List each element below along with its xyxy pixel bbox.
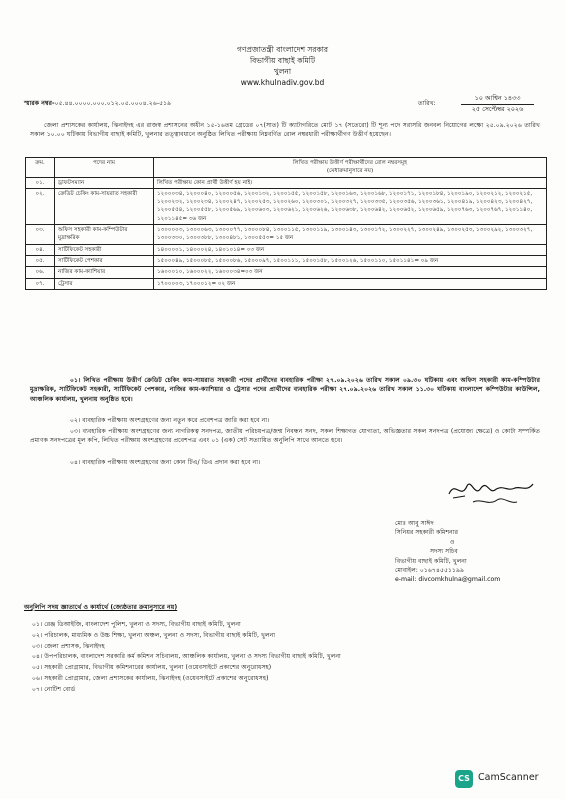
list-item: ০৫। সহকারী প্রোগ্রামার, বিভাগীয় কমিশনারের কার্যালয়, খুলনা (ওয়েবসাইটে প্রকাশের অনুরোধসহ) — [32, 664, 272, 672]
table-row — [26, 278, 547, 289]
table-row — [26, 244, 547, 255]
signatory-mobile: মোবাইল: ০১৬৭৪৫৫১১৯৯ — [395, 567, 465, 575]
column-header-rolls — [154, 158, 547, 178]
roll-number-table — [25, 157, 547, 290]
column-header-rolls-subtitle: (মেধাক্রমানুসারে নয়) — [326, 168, 374, 175]
row-sl: ০৭. — [26, 278, 55, 289]
camscanner-logo-icon: CS — [455, 770, 473, 788]
row-post: নাজির কাম-ক্যাশিয়ার — [55, 267, 154, 278]
office-city: খুলনা — [273, 67, 292, 76]
table-row — [26, 177, 547, 188]
column-header-rolls-title: লিখিত পরীক্ষায় উত্তীর্ণ পরীক্ষার্থীদের রোল নম্বরসমূহ — [292, 160, 408, 166]
list-item: ০২। পরিচালক, মাধ্যমিক ও উচ্চ শিক্ষা, খুলনা অঞ্চল, খুলনা ও সদস্য, বিভাগীয় বাছাই কমিটি, খুলনা — [32, 631, 276, 639]
column-header-sl: ক্রম. — [26, 158, 55, 178]
committee-name: বিভাগীয় বাছাই কমিটি — [249, 56, 316, 65]
note-ta-da: ০৪। ব্যবহারিক পরীক্ষায় অংশগ্রহণের জন্য কোন টিএ/ ডিএ প্রদান করা হবে না। — [70, 459, 261, 466]
cc-heading: অনুলিপি সদয় জ্ঞাতার্থে ও কার্যার্থে (জ্যেষ্ঠতার ক্রমানুসারে নয়) — [24, 604, 178, 611]
table-row — [26, 225, 547, 245]
signature-mark — [445, 472, 537, 512]
row-rolls: ১৫০০০৪৯, ১৫০০০৮৫, ১৫০০০৮৬, ১৫০০০৯৭, ১৫০০১১১, ১৫০০১৫৮, ১৫০০১২৬, ১৫০০১১০, ১৫০১১৪১= ০৯ জন — [154, 255, 547, 266]
signatory-committee: বিভাগীয় বাছাই কমিটি, খুলনা — [395, 557, 467, 565]
memo-number — [24, 100, 171, 109]
row-post: ড্রাফটসম্যান — [55, 177, 154, 188]
row-post: অফিস সহকারী কাম-কম্পিউটার মুদ্রাক্ষরিক — [55, 225, 154, 245]
row-sl: ০২. — [26, 188, 55, 224]
table-row — [26, 188, 547, 224]
row-sl: ০৫. — [26, 255, 55, 266]
row-post: ট্রেসার — [55, 278, 154, 289]
signatory-email[interactable]: e-mail: divcomkhulna@gmail.com — [395, 576, 501, 584]
row-rolls: ১৭০০০০৩, ১৭০০০১২= ০২ জন — [154, 278, 547, 289]
date-label: তারিখ: — [418, 100, 436, 107]
list-item: ০৭। নোটিশ বোর্ড — [32, 685, 76, 693]
row-post: সার্টিফিকেট পেশকার — [55, 255, 154, 266]
memo-label: স্মারক নম্বর- — [24, 100, 55, 107]
signature-block — [395, 519, 555, 585]
note-practical-exam-schedule: ০১। লিখিত পরীক্ষায় উত্তীর্ণ ক্রেডিট চেকিং কাম-সায়রাত সহকারী পদের প্রার্থীদের ব্যবহারিক পরীক্ষা ২৭.০৯.২০২৬ তারিখ সকাল ০৯.৩০ ঘটিকায় এবং অফিস সহকারী কাম-কম্পিউটার মুদ্রাক্ষরিক, সার্টিফিকেট সহকারী, সার্টিফিকেট পেশকার, নাজির কাম-ক্যাশিয়ার ও ট্রেসার পদের প্রার্থীদের ব্যবহারিক পরীক্ষা ২৭.০৯.২০২৬ তারিখ সকাল ১১.৩০ ঘটিকায় বাংলাদেশ কম্পিউটার কাউন্সিল, আঞ্চলিক কার্যালয়, খুলনায় অনুষ্ঠিত হবে। — [30, 377, 540, 403]
intro-paragraph: জেলা প্রশাসকের কার্যালয়, ঝিনাইদহ এর রাজস্ব প্রশাসনের অধীন ১৫-১৬তম গ্রেডের ০৭(সাত) টি ক্যাটাগরিতে মোট ১৭ (সতেরো) টি শূন্য পদে সরাসরি জনবল নিয়োগের লক্ষ্যে ২৫.০৯.২০২৬ তারিখ সকাল ১০.০০ ঘটিকায় বিভাগীয় বাছাই কমিটি, খুলনার তত্ত্বাবধানে অনুষ্ঠিত লিখিত পরীক্ষায় নিম্নবর্ণিত রোল নম্বরধারী পরীক্ষার্থীগণ উত্তীর্ণ হয়েছেন। — [30, 122, 540, 139]
list-item: ০৩। জেলা প্রশাসক, ঝিনাইদহ — [32, 642, 105, 650]
date-bangla: ১০ আশ্বিন ১৪৩৩ — [474, 94, 521, 102]
row-sl: ০৩. — [26, 225, 55, 245]
signatory-role: সদস্য সচিব — [430, 548, 458, 556]
signatory-designation: সিনিয়র সহকারী কমিশনার — [395, 529, 459, 537]
row-post: ক্রেডিট চেকিং কাম-সায়রাত সহকারী — [55, 188, 154, 224]
row-rolls: ১২০০০৩৪, ১২০০০৪০, ১২০০০৫৬, ১২০০১৩২, ১২০০১৫৫, ১২০০১৫৮, ১২০০১৬৩, ১২০০১৬৮, ১২০০১৭১, ১২০০১৮৪, ১২০০১৯০, ১২০০২১২, ১২০০২১৫, ১২০০২৩২, ১২০০২৩৪, ১২০০২৪৭, ১২০০২৫৩, ১২০০২৬০, ১২০০৩০১, ১২০০৩২৭, ১২০০৩৩৫, ১২০০৩৫৬, ১২০০৩৬১, ১২০০৪১৯, ১২০০৪২৩, ১২০০৪২৭, ১২০০৫৫৪, ১২০০৫৫৮, ১২০০৫৬৯, ১২০০৬০৩, ১২০০৬২১, ১২০০৬২৬, ১২০০৬৩৮, ১২০০৬৪২, ১২০০৬৫২, ১২০০৬৫৯, ১২০০৭৬৩, ১২০০৭৬৭, ১২০১১৪০, ১২০১১৪৫= ৩৬ জন — [154, 188, 547, 224]
table-row — [26, 267, 547, 278]
signatory-conjunction: ও — [450, 538, 455, 546]
row-rolls: ১৩০০০০৩, ১৩০০০৬৩, ১৩০০০৭৭, ১৩০০০৮৪, ১৩০০১১৫, ১৩০০১১৯, ১৩০০১৪৩, ১৩০০১৭২, ১৩০০২২৭, ১৩০০২৪৯, ১৩০০২৫৩, ১৩০০২৯২, ১৩০০৩২৭, ১৩০০৩৩০, ১৩০০৩৮৮, ১৩০০৪৮১, ১৩০০৫৫৩= ১৫ জন — [154, 225, 547, 245]
row-rolls: লিখিত পরীক্ষায় কোন প্রার্থী উত্তীর্ণ হয় নাই। — [154, 177, 547, 188]
row-sl: ০৪. — [26, 244, 55, 255]
camscanner-watermark — [455, 768, 555, 790]
row-sl: ০৬. — [26, 267, 55, 278]
camscanner-label: CamScanner — [478, 772, 539, 783]
list-item: ০৪। উপপরিচালক, বাংলাদেশ সরকারি কর্ম কমিশন সচিবালয়, আঞ্চলিক কার্যালয়, খুলনা ও সদস্য বিভাগীয় বাছাই কমিটি, খুলনা — [32, 653, 341, 661]
list-item: ০৬। সহকারী প্রোগ্রামার, জেলা প্রশাসকের কার্যালয়, ঝিনাইদহ (ওয়েবসাইটে প্রকাশের অনুরোধসহ) — [32, 674, 269, 682]
table-header-row — [26, 158, 547, 178]
cc-list — [32, 620, 341, 696]
table-row — [26, 255, 547, 266]
list-item: ০১। রেঞ্জ ডিআইজি, বাংলাদেশ পুলিশ, খুলনা ও সদস্য, বিভাগীয় বাছাই কমিটি, খুলনা — [32, 621, 241, 628]
memo-value: ০৫.৪৪.০০০০.০০০.০১২.০৫.০০০৪.২৬-৫১৯ — [54, 100, 172, 107]
note-admit-card: ০২। ব্যবহারিক পরীক্ষায় অংশগ্রহণের জন্য নতুন করে প্রবেশপত্র জারি করা হবে না। — [70, 417, 270, 424]
signatory-name: মোঃ আবু সাঈদ — [395, 520, 434, 527]
row-post: সার্টিফিকেট সহকারী — [55, 244, 154, 255]
website-link[interactable]: www.khulnadiv.gov.bd — [240, 78, 325, 87]
row-rolls: ১৪০০০০১, ১৪০০০২৪, ১৪০১০১৪= ০৩ জন — [154, 244, 547, 255]
govt-name: গণপ্রজাতন্ত্রী বাংলাদেশ সরকার — [236, 45, 329, 54]
note-documents: ০৩। ব্যবহারিক পরীক্ষায় অংশগ্রহণের জন্য নাগরিকত্ব সনদপত্র, জাতীয় পরিচয়পত্র/জন্ম নিবন্ধন সনদ, সকল শিক্ষাগত যোগ্যতা, অভিজ্ঞতার সকল সনদপত্র (প্রযোজ্য ক্ষেত্রে) ও কোটা সম্পর্কিত প্রমাণক সনদপত্রের মূল কপি, লিখিত পরীক্ষায় অংশগ্রহণের প্রবেশপত্র এবং ০১ (এক) সেট সত্যায়িত অনুলিপি সাথে আনতে হবে। — [30, 428, 540, 445]
row-rolls: ১৬০০০১০, ১৬০০০২২, ১৬০০০৩৪=০৩ জন — [154, 267, 547, 278]
row-sl: ০১. — [26, 177, 55, 188]
memo-date — [455, 94, 540, 114]
column-header-post: পদের নাম — [55, 158, 154, 178]
date-english: ২৫ সেপ্টেম্বর ২০২৬ — [471, 105, 524, 113]
